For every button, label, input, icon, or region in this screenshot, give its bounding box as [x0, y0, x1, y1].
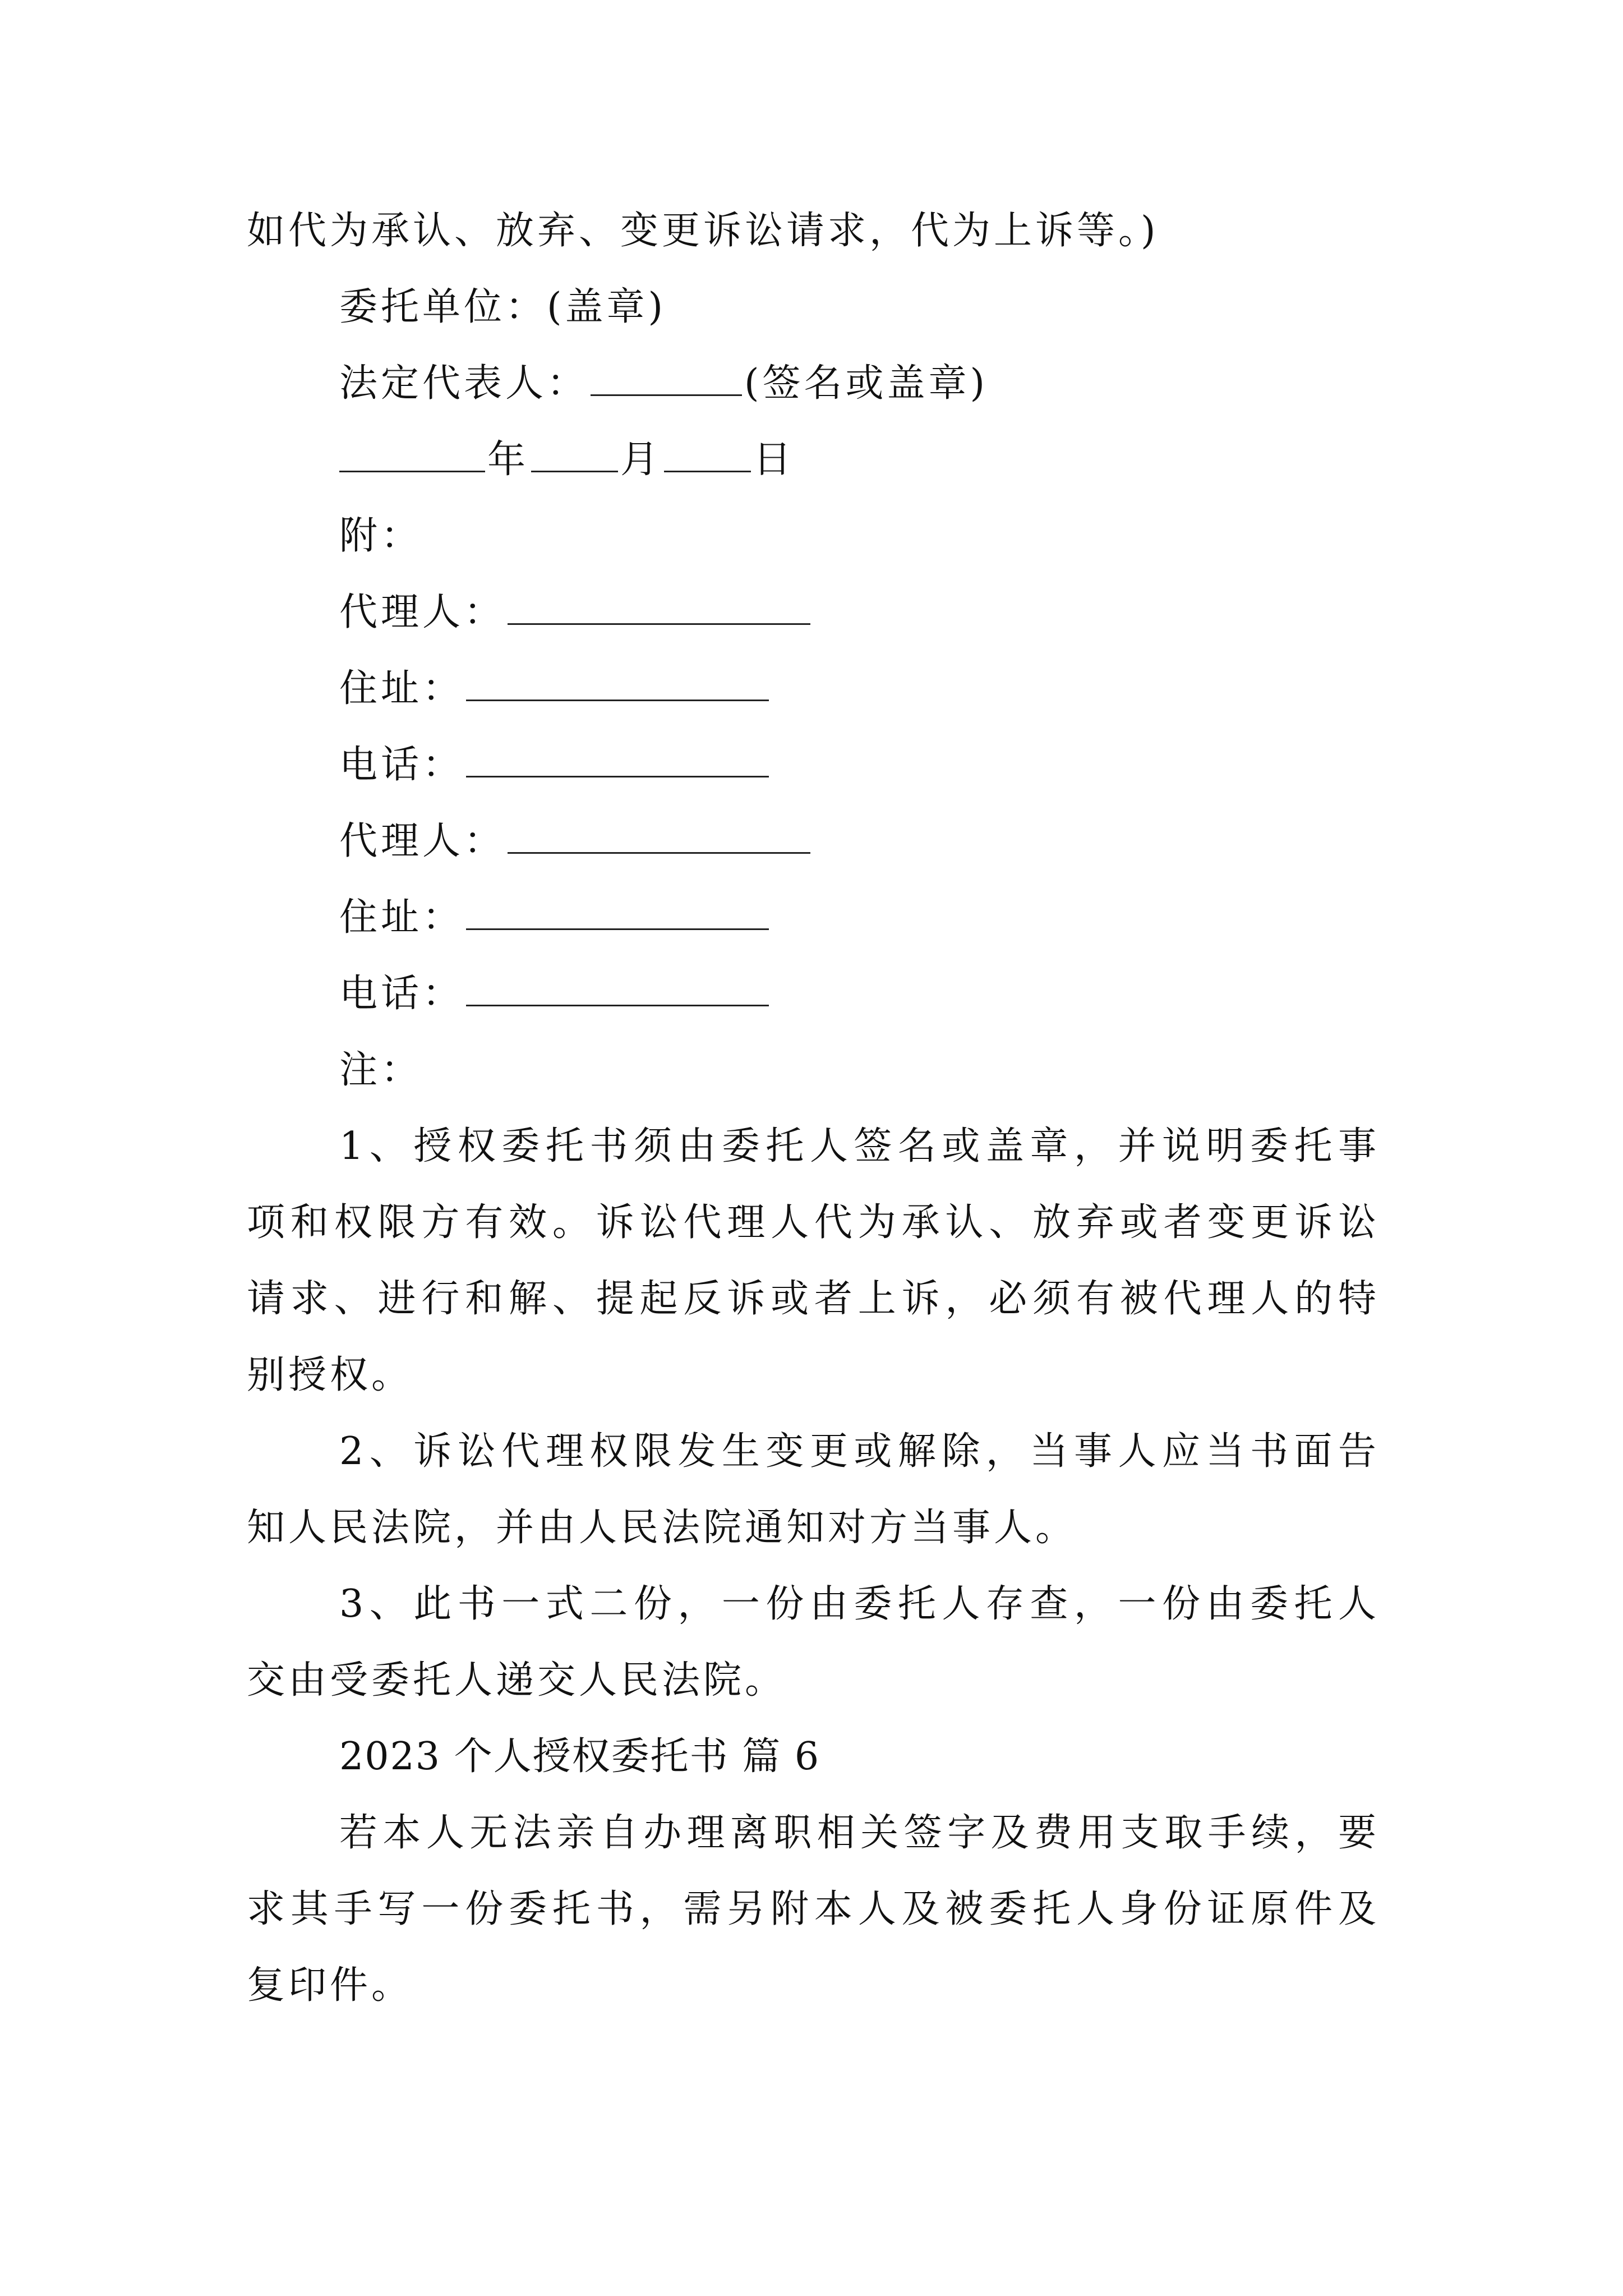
paragraph-line: 若本人无法亲自办理离职相关签字及费用支取手续，要 [339, 1811, 1380, 1855]
phone-blank [466, 972, 769, 1006]
note-1-line: 项和权限方有效。诉讼代理人代为承认、放弃或者变更诉讼 [247, 1200, 1380, 1245]
note-label: 注： [339, 1048, 423, 1092]
note-3-line: 3、此书一式二份，一份由委托人存查，一份由委托人 [339, 1582, 1380, 1626]
month-label: 月 [620, 438, 662, 482]
date-line [339, 432, 795, 488]
phone-line-1 [339, 737, 771, 793]
address-line-2 [339, 890, 771, 946]
address-label: 住址： [339, 666, 464, 711]
phone-line-2 [339, 966, 771, 1022]
phone-label: 电话： [339, 743, 464, 787]
legal-rep-blank [591, 362, 742, 396]
paragraph-line: 复印件。 [247, 1963, 413, 2008]
legal-rep-line [339, 356, 988, 412]
day-blank [664, 438, 751, 472]
note-2-line: 知人民法院，并由人民法院通知对方当事人。 [247, 1506, 1077, 1550]
agent-blank [508, 820, 810, 854]
legal-rep-suffix: (签名或盖章) [744, 361, 989, 406]
month-blank [531, 438, 618, 472]
appendix-label: 附： [339, 514, 423, 558]
address-label: 住址： [339, 895, 464, 940]
year-label: 年 [487, 438, 529, 482]
phone-blank [466, 743, 769, 777]
legal-rep-label: 法定代表人： [339, 361, 589, 406]
note-3-line: 交由受委托人递交人民法院。 [247, 1658, 787, 1703]
paragraph-line: 求其手写一份委托书，需另附本人及被委托人身份证原件及 [247, 1887, 1380, 1931]
year-blank [339, 438, 485, 472]
entrusting-unit-line: 委托单位：(盖章) [339, 285, 667, 329]
note-1-line: 别授权。 [247, 1353, 413, 1397]
agent-line-2 [339, 813, 813, 869]
address-blank [466, 667, 769, 701]
note-1-line: 请求、进行和解、提起反诉或者上诉，必须有被代理人的特 [247, 1277, 1380, 1321]
address-line-1 [339, 661, 771, 717]
text-line: 如代为承认、放弃、变更诉讼请求，代为上诉等。) [247, 209, 1159, 253]
section-heading: 2023 个人授权委托书 篇 6 [339, 1734, 820, 1779]
agent-line-1 [339, 585, 813, 641]
note-1-line: 1、授权委托书须由委托人签名或盖章，并说明委托事 [339, 1124, 1380, 1168]
note-2-line: 2、诉讼代理权限发生变更或解除，当事人应当书面告 [339, 1429, 1380, 1474]
agent-label: 代理人： [339, 819, 506, 863]
address-blank [466, 896, 769, 930]
phone-label: 电话： [339, 972, 464, 1016]
agent-label: 代理人： [339, 590, 506, 634]
agent-blank [508, 591, 810, 625]
day-label: 日 [753, 438, 795, 482]
